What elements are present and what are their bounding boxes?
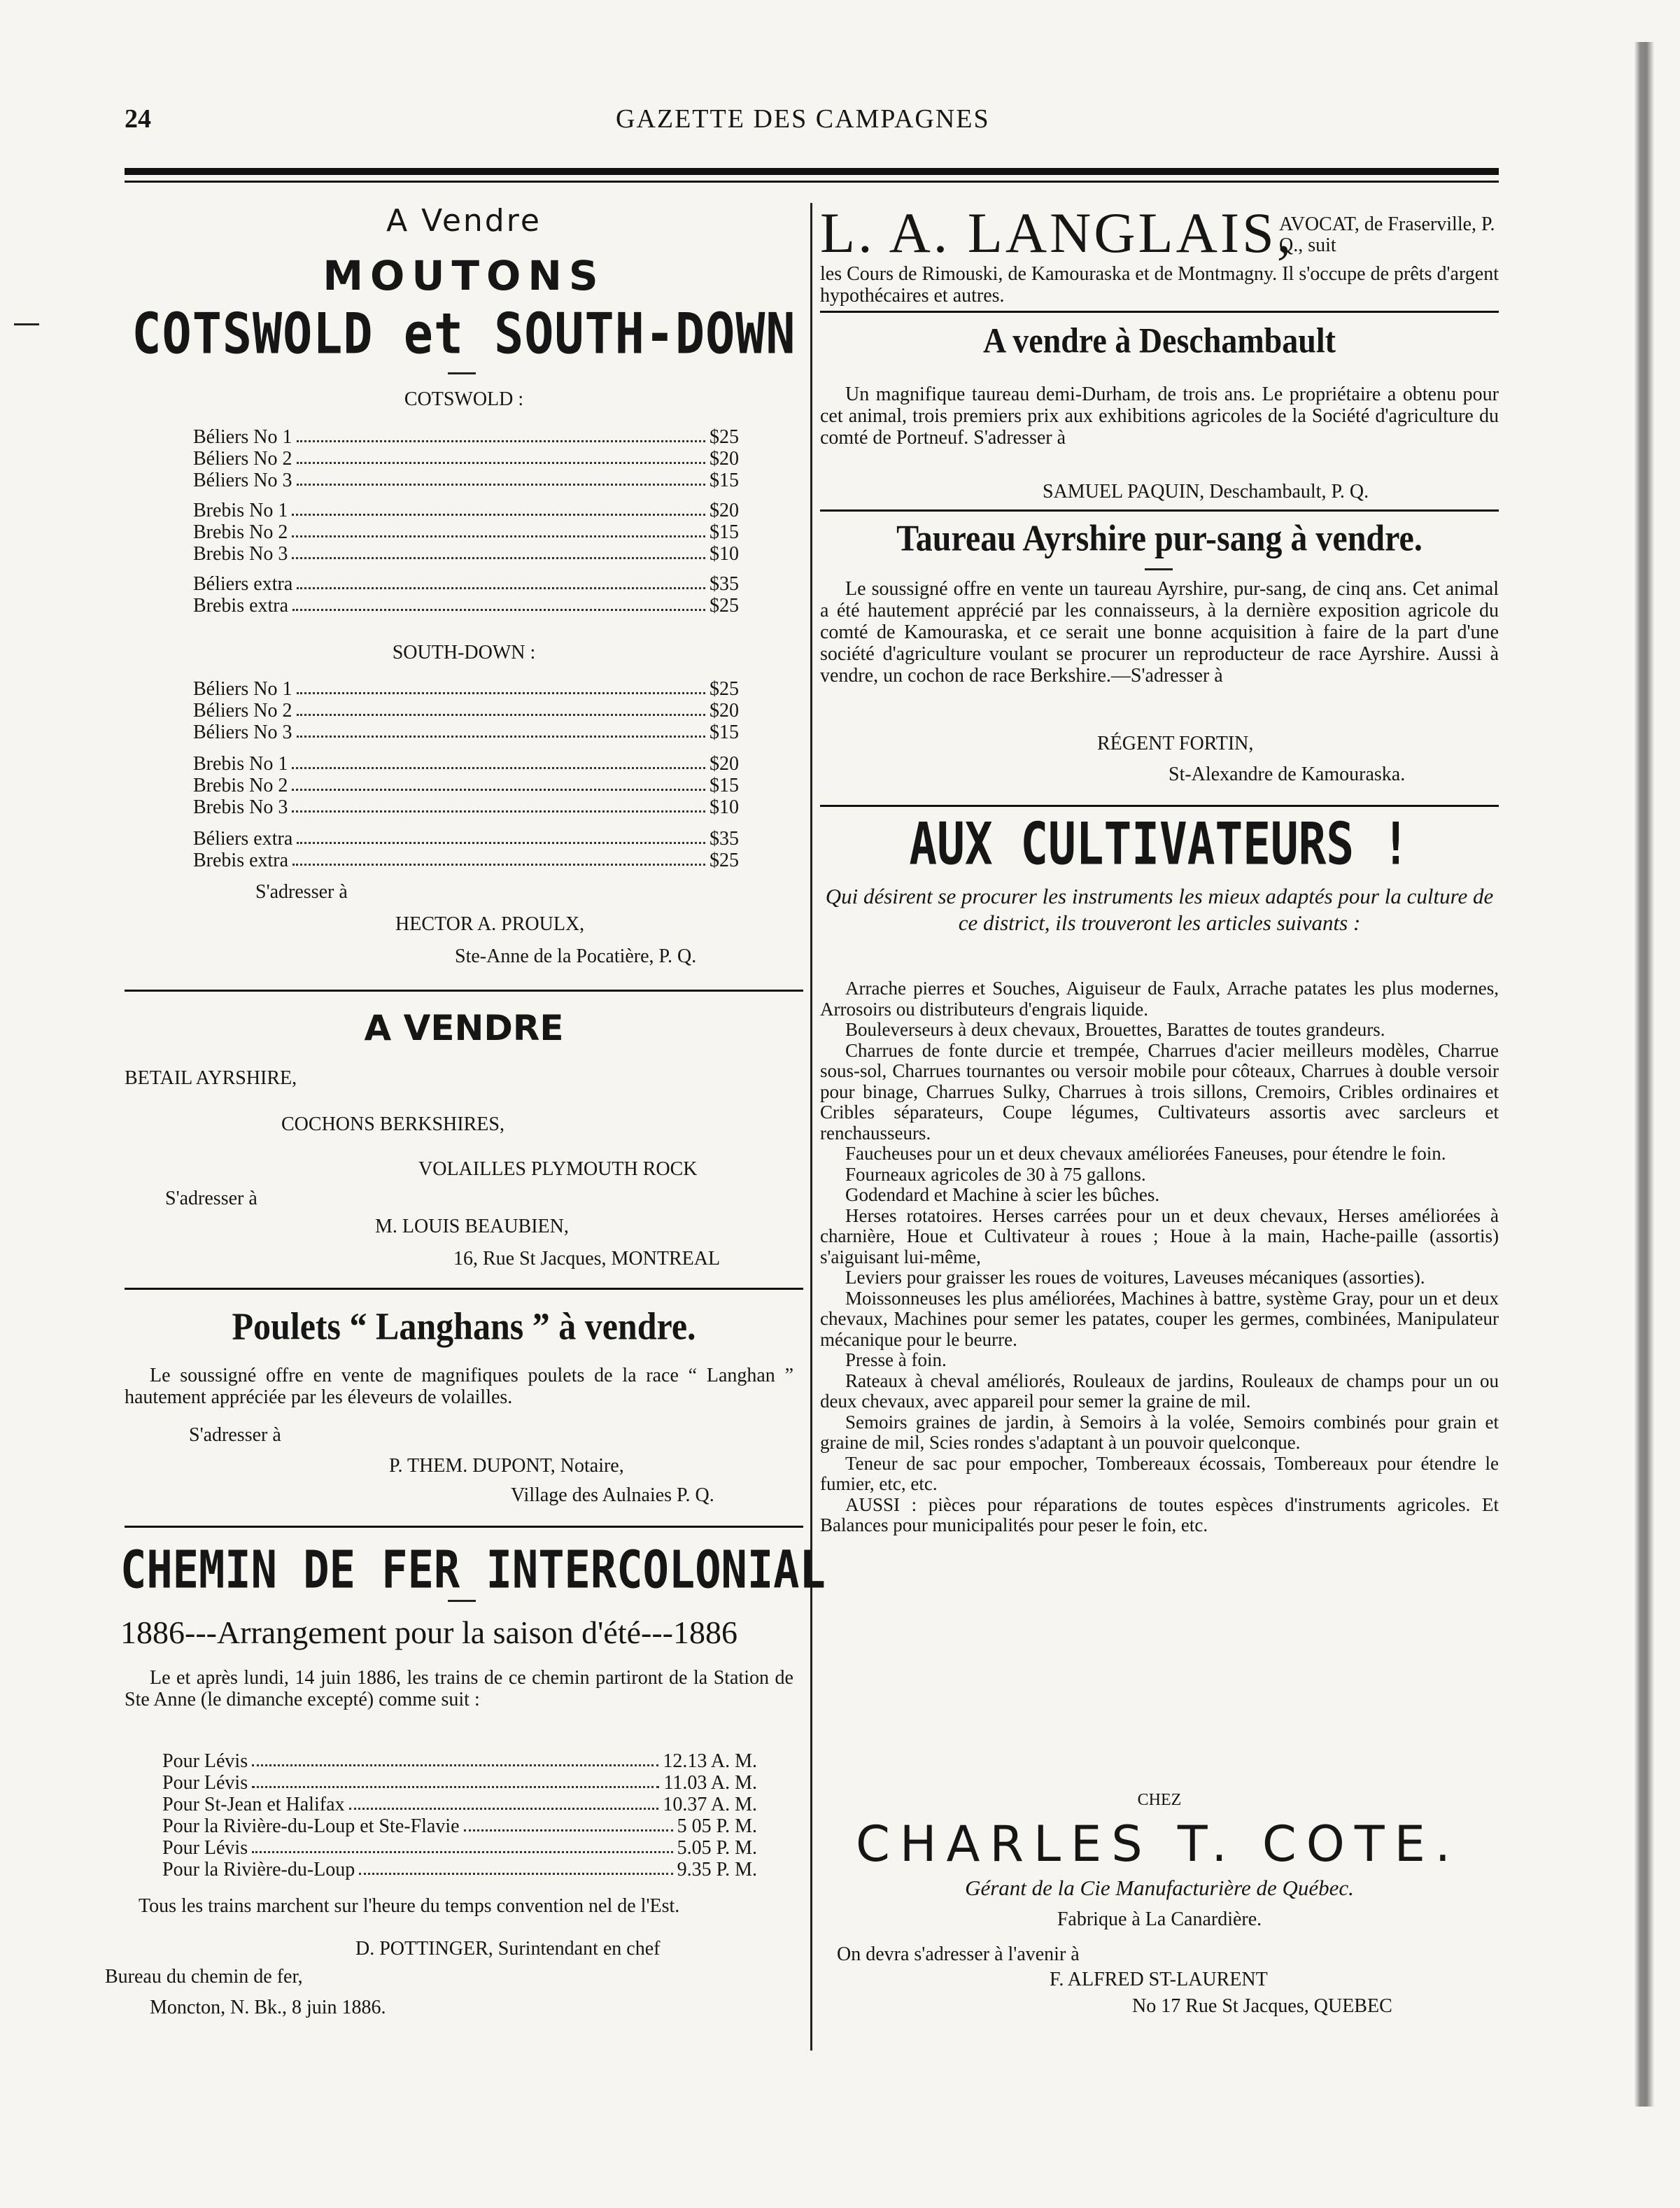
contact-name: HECTOR A. PROULX, xyxy=(395,913,585,935)
article-paragraph: Godendard et Machine à scier les bûches. xyxy=(845,1184,1160,1205)
leader-dots xyxy=(464,1816,673,1831)
article-paragraph: Moissonneuses les plus améliorées, Machines à battre, système Gray, pour un et deux chevaux, Machines pour semer les patates, couper les germes, combinées, Manipulateur mécanique pour le beurre. xyxy=(820,1287,1499,1350)
list-item xyxy=(162,1794,757,1815)
small-rule xyxy=(1145,568,1173,570)
ad-note: Tous les trains marchent sur l'heure du temps convention nel de l'Est. xyxy=(139,1895,680,1917)
item-value: $20 xyxy=(710,448,739,470)
company-name: CHARLES T. COTE. xyxy=(855,1815,1461,1873)
item-value: $10 xyxy=(710,543,739,565)
article-list xyxy=(820,978,1499,1536)
article-paragraph: Charrues de fonte durcie et trempée, Charrues d'acier meilleurs modèles, Charrue sous-sol, Charrues tournantes ou versoir mobile pour côteaux, Charrues à double versoir pour binage, Charrues Sulky, Charrues à trois sillons, Cremoirs, Cribles ordinaires et Cribles séparateurs, Coupe légumes, Cultivateurs assortis avec sarcleurs et renchausseurs. xyxy=(820,1039,1499,1144)
list-item xyxy=(193,574,739,595)
list-item xyxy=(193,596,739,617)
gerant: Gérant de la Cie Manufacturière de Québec. xyxy=(965,1876,1354,1900)
leader-dots xyxy=(292,596,705,611)
leader-dots xyxy=(292,754,705,769)
item-label: Béliers extra xyxy=(193,828,293,850)
ad-title: MOUTONS xyxy=(323,252,605,300)
article-paragraph: Bouleverseurs à deux chevaux, Brouettes, Barattes de toutes grandeurs. xyxy=(845,1019,1385,1040)
contact-prefix: S'adresser à xyxy=(189,1424,281,1446)
leader-dots xyxy=(297,470,705,486)
contact-place: Ste-Anne de la Pocatière, P. Q. xyxy=(455,945,697,967)
list-item xyxy=(193,470,739,491)
list-item xyxy=(193,722,739,743)
item-label: Pour Lévis xyxy=(162,1750,248,1772)
article-paragraph: Teneur de sac pour empocher, Tombereaux écossais, Tombereaux pour étendre le fumier, etc, etc. xyxy=(820,1452,1499,1494)
leader-dots xyxy=(292,775,705,791)
address: No 17 Rue St Jacques, QUEBEC xyxy=(1132,1995,1392,2017)
ad-title: CHEMIN DE FER INTERCOLONIAL xyxy=(120,1538,826,1601)
ad-aside: AVOCAT, de Fraserville, P. Q., suit xyxy=(1279,213,1495,256)
margin-mark xyxy=(14,323,39,325)
contact-name: M. LOUIS BEAUBIEN, xyxy=(375,1216,569,1237)
ad-title: Poulets “ Langhans ” à vendre. xyxy=(232,1305,696,1348)
chez-label: CHEZ xyxy=(1137,1791,1182,1809)
publication-title: GAZETTE DES CAMPAGNES xyxy=(616,104,990,134)
list-item xyxy=(193,449,739,470)
fabrique: Fabrique à La Canardière. xyxy=(1057,1908,1262,1930)
item-value: 9.35 P. M. xyxy=(677,1859,757,1880)
article-paragraph: Presse à foin. xyxy=(845,1349,947,1370)
list-item xyxy=(162,1816,757,1837)
item-label: Pour Lévis xyxy=(162,1772,248,1794)
item-label: Brebis No 3 xyxy=(193,543,288,565)
page-number: 24 xyxy=(125,104,151,134)
item-value: $15 xyxy=(710,775,739,796)
leader-dots xyxy=(292,797,705,813)
item-label: Pour Lévis xyxy=(162,1837,248,1859)
article-paragraph: AUSSI : pièces pour réparations de toutes espèces d'instruments agricoles. Et Balances pour municipalités pour peser le foin, etc. xyxy=(820,1493,1499,1535)
ad-kicker: A Vendre xyxy=(386,203,542,239)
item-value: $15 xyxy=(710,521,739,543)
ad-title: A vendre à Deschambault xyxy=(983,321,1336,360)
article-paragraph: Faucheuses pour un et deux chevaux améliorées Faneuses, pour étendre le foin. xyxy=(845,1143,1446,1164)
contact-place: 16, Rue St Jacques, MONTREAL xyxy=(453,1248,721,1270)
item-value: $25 xyxy=(710,595,739,617)
item-value: 10.37 A. M. xyxy=(663,1794,757,1815)
item-value: 12.13 A. M. xyxy=(663,1750,757,1772)
leader-dots xyxy=(297,679,705,694)
header-rule-thin xyxy=(125,181,1499,183)
ad-subtitle: COTSWOLD et SOUTH-DOWN xyxy=(132,300,796,367)
item-value: $25 xyxy=(710,426,739,448)
bureau: Bureau du chemin de fer, xyxy=(105,1966,303,1988)
leader-dots xyxy=(349,1794,659,1810)
section-rule xyxy=(125,1526,803,1528)
item-value: $20 xyxy=(710,700,739,722)
list-item xyxy=(162,1751,757,1772)
section-rule xyxy=(125,990,803,992)
section-rule xyxy=(820,311,1499,313)
page-edge-shadow xyxy=(1634,42,1655,2107)
list-item xyxy=(193,850,739,871)
list-item xyxy=(162,1773,757,1794)
list-item xyxy=(193,797,739,818)
section-heading: COTSWOLD : xyxy=(404,388,524,410)
leader-dots xyxy=(297,449,705,464)
list-item xyxy=(193,522,739,543)
item-value: $35 xyxy=(710,573,739,595)
section-rule xyxy=(820,805,1499,807)
section-heading: SOUTH-DOWN : xyxy=(392,642,536,663)
item-label: Béliers No 2 xyxy=(193,448,292,470)
article-paragraph: Semoirs graines de jardin, à Semoirs à la volée, Semoirs combinés pour grain et graine de mil, Scies rondes s'adaptant à un pouvoir quelconque. xyxy=(820,1411,1499,1453)
item-label: Béliers extra xyxy=(193,573,293,595)
contact-prefix: S'adresser à xyxy=(165,1188,257,1209)
item-value: $20 xyxy=(710,500,739,521)
ad-body: Un magnifique taureau demi-Durham, de trois ans. Le propriétaire a obtenu pour cet animal, trois premiers prix aux exhibitions agricoles de la Société d'agriculture du comté de Portneuf. S'adresser à xyxy=(820,384,1499,449)
contact-name: RÉGENT FORTIN, xyxy=(1097,733,1254,754)
ad-subtitle: 1886---Arrangement pour la saison d'été---1886 xyxy=(120,1615,737,1650)
ad-body: les Cours de Rimouski, de Kamouraska et de Montmagny. Il s'occupe de prêts d'argent hypothécaires et autres. xyxy=(820,263,1499,307)
ad-name: L. A. LANGLAIS, xyxy=(820,201,1294,265)
item-label: Béliers No 3 xyxy=(193,470,292,491)
address-intro: On devra s'adresser à l'avenir à xyxy=(837,1943,1080,1965)
contact-name: P. THEM. DUPONT, Notaire, xyxy=(389,1455,624,1477)
item-value: $20 xyxy=(710,753,739,775)
item-label: Pour la Rivière-du-Loup xyxy=(162,1859,355,1880)
ad-line: COCHONS BERKSHIRES, xyxy=(281,1113,504,1135)
article-paragraph: Arrache pierres et Souches, Aiguiseur de Faulx, Arrache patates les plus modernes, Arrosoirs ou distributeurs d'engrais liquide. xyxy=(820,978,1499,1020)
contact-place: Village des Aulnaies P. Q. xyxy=(511,1484,714,1506)
signature: D. POTTINGER, Surintendant en chef xyxy=(355,1938,661,1960)
list-item xyxy=(193,544,739,565)
contact: SAMUEL PAQUIN, Deschambault, P. Q. xyxy=(1043,481,1369,502)
contact-prefix: S'adresser à xyxy=(255,881,348,903)
item-value: 11.03 A. M. xyxy=(663,1772,757,1794)
article-paragraph: Herses rotatoires. Herses carrées pour un et deux chevaux, Herses améliorées à charnière, Houe et Cultivateur à roues ; Houe à la main, Hache-paille (assortis) s'aiguisant lui-même, xyxy=(820,1204,1499,1267)
leader-dots xyxy=(252,1773,659,1788)
list-item xyxy=(193,679,739,700)
item-label: Brebis extra xyxy=(193,850,289,871)
item-value: $35 xyxy=(710,828,739,850)
item-label: Brebis extra xyxy=(193,595,289,617)
item-label: Pour St-Jean et Halifax xyxy=(162,1794,345,1815)
list-item xyxy=(193,775,739,796)
ad-line: BETAIL AYRSHIRE, xyxy=(125,1067,297,1089)
section-rule xyxy=(125,1288,803,1290)
leader-dots xyxy=(252,1751,658,1766)
small-rule xyxy=(448,372,476,374)
item-label: Béliers No 1 xyxy=(193,426,292,448)
leader-dots xyxy=(292,500,705,516)
item-label: Brebis No 2 xyxy=(193,775,288,796)
article-paragraph: Rateaux à cheval améliorés, Rouleaux de jardins, Rouleaux de champs pour un ou deux chevaux, avec appareil pour semer la graine de mil. xyxy=(820,1370,1499,1412)
contact-place: St-Alexandre de Kamouraska. xyxy=(1169,764,1406,785)
ad-title: AUX CULTIVATEURS ! xyxy=(909,810,1410,878)
article-paragraph: Leviers pour graisser les roues de voitures, Laveuses mécaniques (assorties). xyxy=(845,1267,1425,1288)
ad-body: Le soussigné offre en vente un taureau Ayrshire, pur-sang, de cinq ans. Cet animal a été hautement apprécié par les connaisseurs, à la dernière exposition agricole du comté de Kamouraska, et ce serait une bonne acquisition à faire de la part d'une société d'agriculture voulant se procurer un reproducteur de race Ayrshire. Aussi à vendre, un cochon de race Berkshire.—S'adresser à xyxy=(820,578,1499,687)
ad-title: Taureau Ayrshire pur-sang à vendre. xyxy=(896,518,1423,559)
ad-intro: Qui désirent se procurer les instruments les mieux adaptés pour la culture de ce district, ils trouveront les articles suivants : xyxy=(825,884,1494,935)
small-rule xyxy=(448,1600,476,1602)
leader-dots xyxy=(297,701,705,716)
item-value: 5.05 P. M. xyxy=(677,1837,757,1859)
list-item xyxy=(193,701,739,722)
item-label: Brebis No 1 xyxy=(193,500,288,521)
item-value: 5 05 P. M. xyxy=(677,1815,757,1837)
item-label: Brebis No 3 xyxy=(193,796,288,818)
leader-dots xyxy=(297,722,705,738)
list-item xyxy=(162,1859,757,1880)
leader-dots xyxy=(297,829,705,844)
item-value: $25 xyxy=(710,678,739,700)
list-item xyxy=(193,500,739,521)
leader-dots xyxy=(292,850,705,866)
item-label: Béliers No 1 xyxy=(193,678,292,700)
section-rule xyxy=(820,509,1499,512)
list-item xyxy=(162,1838,757,1859)
item-label: Brebis No 1 xyxy=(193,753,288,775)
leader-dots xyxy=(292,544,705,559)
item-value: $10 xyxy=(710,796,739,818)
item-label: Brebis No 2 xyxy=(193,521,288,543)
list-item xyxy=(193,829,739,850)
leader-dots xyxy=(292,522,705,537)
item-label: Pour la Rivière-du-Loup et Ste-Flavie xyxy=(162,1815,460,1837)
ad-line: VOLAILLES PLYMOUTH ROCK xyxy=(418,1158,698,1180)
ad-body: Le soussigné offre en vente de magnifiques poulets de la race “ Langhan ” hautement appréciée par les éleveurs de volailles. xyxy=(125,1365,793,1408)
column-divider xyxy=(810,203,812,2051)
agent: F. ALFRED ST-LAURENT xyxy=(1050,1969,1268,1990)
ad-body: Le et après lundi, 14 juin 1886, les trains de ce chemin partiront de la Station de Ste Anne (le dimanche excepté) comme suit : xyxy=(125,1667,793,1710)
ad-title: A VENDRE xyxy=(364,1008,564,1048)
header-rule xyxy=(125,168,1499,175)
item-value: $25 xyxy=(710,850,739,871)
leader-dots xyxy=(297,427,705,442)
leader-dots xyxy=(297,574,705,589)
list-item xyxy=(193,754,739,775)
item-label: Béliers No 2 xyxy=(193,700,292,722)
place-date: Moncton, N. Bk., 8 juin 1886. xyxy=(150,1997,386,2018)
article-paragraph: Fourneaux agricoles de 30 à 75 gallons. xyxy=(845,1163,1146,1185)
leader-dots xyxy=(252,1838,673,1853)
item-label: Béliers No 3 xyxy=(193,722,292,743)
item-value: $15 xyxy=(710,470,739,491)
item-value: $15 xyxy=(710,722,739,743)
list-item xyxy=(193,427,739,448)
leader-dots xyxy=(359,1859,672,1875)
